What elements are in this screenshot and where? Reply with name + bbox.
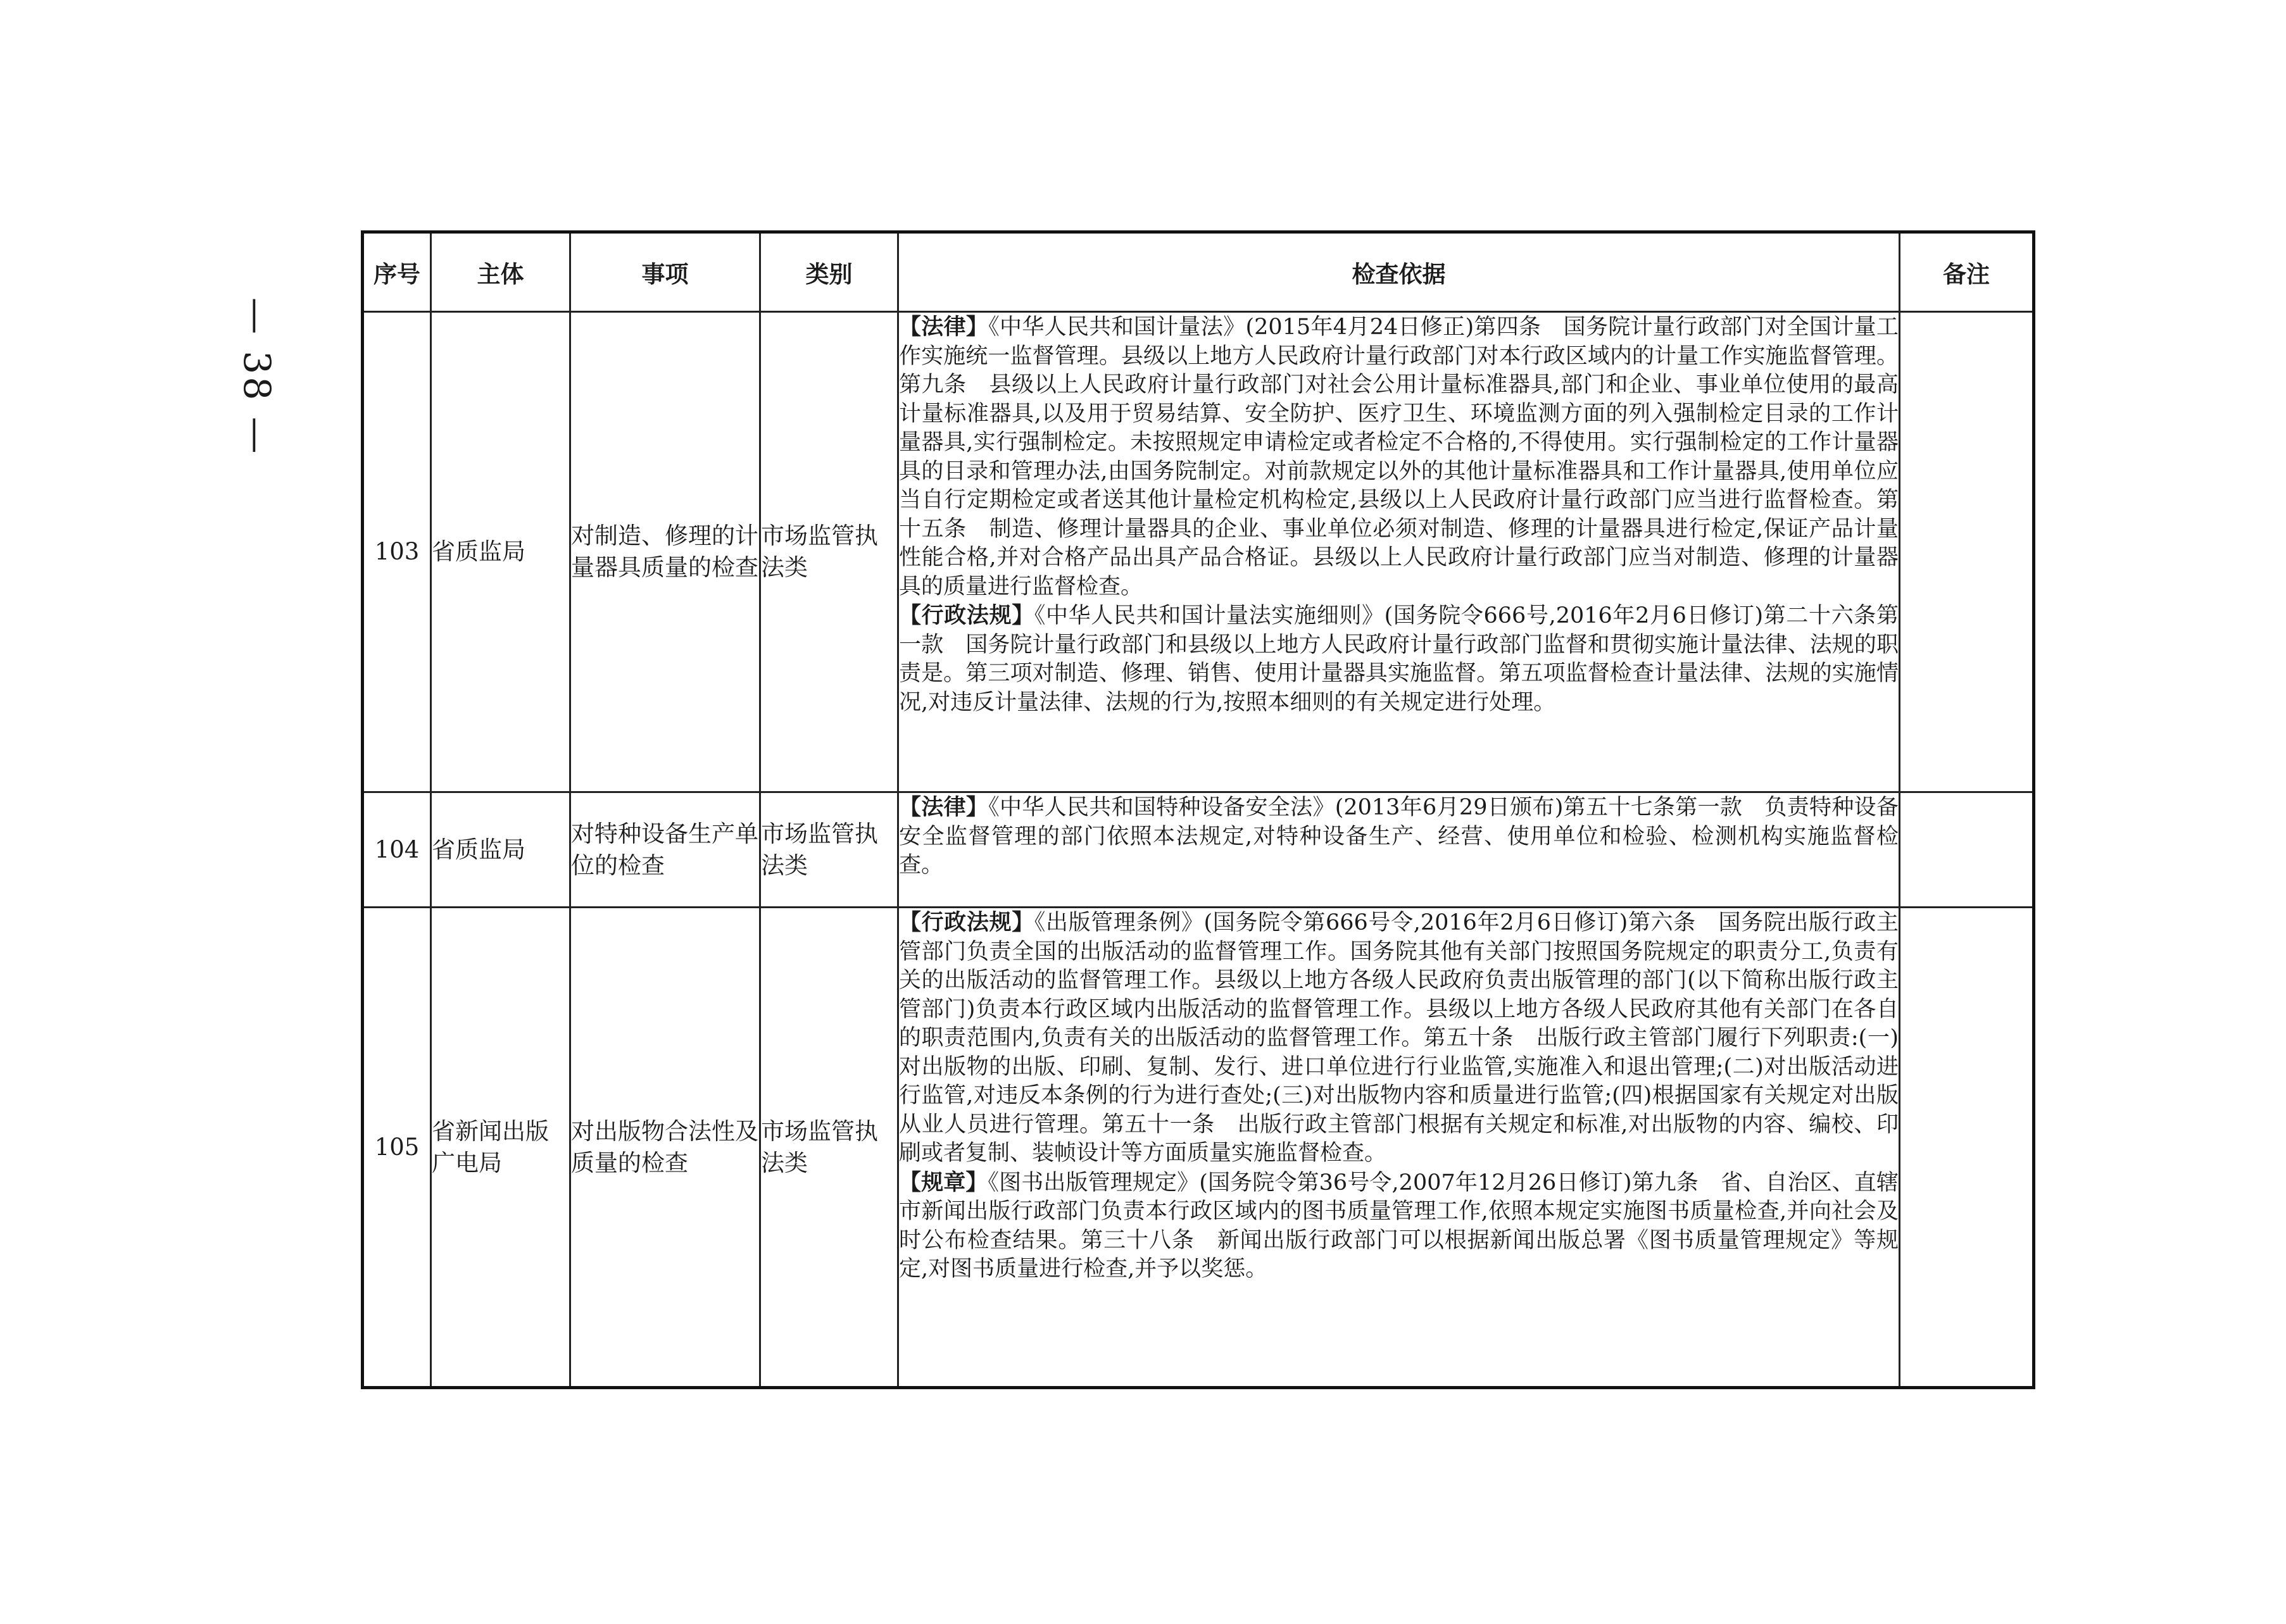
basis-text: 《图书出版管理规定》(国务院令第36号令,2007年12月26日修订)第九条 省、自治区、直辖市新闻出版行政部门负责本行政区域内的图书质量管理工作,依照本规定实施图书质量检查,并向社会及时公布检查结果。第三十八条 新闻出版行政部门可以根据新闻出版总署《图书质量管理规定》等规定,对图书质量进行检查,并予以奖惩。: [899, 1170, 1899, 1282]
basis-tag: 【行政法规】: [899, 603, 1034, 628]
table-row: [363, 792, 2034, 908]
row-index: 103: [363, 312, 431, 792]
row-category: 市场监管执法类: [760, 312, 898, 792]
row-index: 105: [363, 908, 431, 1388]
basis-text: 《中华人民共和国特种设备安全法》(2013年6月29日颁布)第五十七条第一款 负责特种设备安全监督管理的部门依照本法规定,对特种设备生产、经营、使用单位和检验、检测机构实施监督检查。: [899, 795, 1899, 878]
row-remarks: [1900, 792, 2034, 908]
basis-tag: 【行政法规】: [899, 909, 1034, 935]
row-remarks: [1900, 312, 2034, 792]
header-index: 序号: [363, 232, 431, 312]
table-row: [363, 908, 2034, 1388]
row-category: 市场监管执法类: [760, 792, 898, 908]
row-basis: [898, 908, 1900, 1388]
basis-paragraph: [899, 601, 1899, 717]
row-index: 104: [363, 792, 431, 908]
basis-paragraph: [899, 1168, 1899, 1284]
header-remarks: 备注: [1900, 232, 2034, 312]
row-item: 对出版物合法性及质量的检查: [570, 908, 760, 1388]
table-row: [363, 312, 2034, 792]
basis-paragraph: [899, 793, 1899, 880]
basis-text: 《出版管理条例》(国务院令第666号令,2016年2月6日修订)第六条 国务院出版行政主管部门负责全国的出版活动的监督管理工作。国务院其他有关部门按照国务院规定的职责分工,负责有关的出版活动的监督管理工作。县级以上地方各级人民政府负责出版管理的部门(以下简称出版行政主管部门)负责本行政区域内出版活动的监督管理工作。县级以上地方各级人民政府其他有关部门在各自的职责范围内,负责有关的出版活动的监督管理工作。第五十条 出版行政主管部门履行下列职责:(一)对出版物的出版、印刷、复制、发行、进口单位进行行业监管,实施准入和退出管理;(二)对出版活动进行监管,对违反本条例的行为进行查处;(三)对出版物内容和质量进行监管;(四)根据国家有关规定对出版从业人员进行管理。第五十一条 出版行政主管部门根据有关规定和标准,对出版物的内容、编校、印刷或者复制、装帧设计等方面质量实施监督检查。: [899, 910, 1899, 1166]
row-remarks: [1900, 908, 2034, 1388]
basis-text: 《中华人民共和国计量法》(2015年4月24日修正)第四条 国务院计量行政部门对全国计量工作实施统一监督管理。县级以上地方人民政府计量行政部门对本行政区域内的计量工作实施监督管理。第九条 县级以上人民政府计量行政部门对社会公用计量标准器具,部门和企业、事业单位使用的最高计量标准器具,以及用于贸易结算、安全防护、医疗卫生、环境监测方面的列入强制检定目录的工作计量器具,实行强制检定。未按照规定申请检定或者检定不合格的,不得使用。实行强制检定的工作计量器具的目录和管理办法,由国务院制定。对前款规定以外的其他计量标准器具和工作计量器具,使用单位应当自行定期检定或者送其他计量检定机构检定,县级以上人民政府计量行政部门应当进行监督检查。第十五条 制造、修理计量器具的企业、事业单位必须对制造、修理的计量器具进行检定,保证产品计量性能合格,并对合格产品出具产品合格证。县级以上人民政府计量行政部门应当对制造、修理的计量器具的质量进行监督检查。: [899, 315, 1899, 599]
header-subject: 主体: [431, 232, 570, 312]
row-item: 对特种设备生产单位的检查: [570, 792, 760, 908]
row-item: 对制造、修理的计量器具质量的检查: [570, 312, 760, 792]
row-subject: 省质监局: [431, 792, 570, 908]
row-basis: [898, 312, 1900, 792]
row-basis: [898, 792, 1900, 908]
basis-tag: 【法律】: [899, 314, 989, 340]
basis-tag: 【法律】: [899, 794, 989, 820]
table-header-row: [363, 232, 2034, 312]
header-category: 类别: [760, 232, 898, 312]
basis-text: 《中华人民共和国计量法实施细则》(国务院令666号,2016年2月6日修订)第二十六条第一款 国务院计量行政部门和县级以上地方人民政府计量行政部门监督和贯彻实施计量法律、法规的职责是。第三项对制造、修理、销售、使用计量器具实施监督。第五项监督检查计量法律、法规的实施情况,对违反计量法律、法规的行为,按照本细则的有关规定进行处理。: [899, 603, 1899, 715]
header-item: 事项: [570, 232, 760, 312]
row-subject: 省质监局: [431, 312, 570, 792]
basis-paragraph: [899, 313, 1899, 601]
inspection-table: [361, 230, 2035, 1389]
header-basis: 检查依据: [898, 232, 1900, 312]
row-category: 市场监管执法类: [760, 908, 898, 1388]
basis-paragraph: [899, 908, 1899, 1168]
page-number: — 38 —: [236, 297, 279, 456]
row-subject: 省新闻出版广电局: [431, 908, 570, 1388]
basis-tag: 【规章】: [899, 1169, 988, 1196]
